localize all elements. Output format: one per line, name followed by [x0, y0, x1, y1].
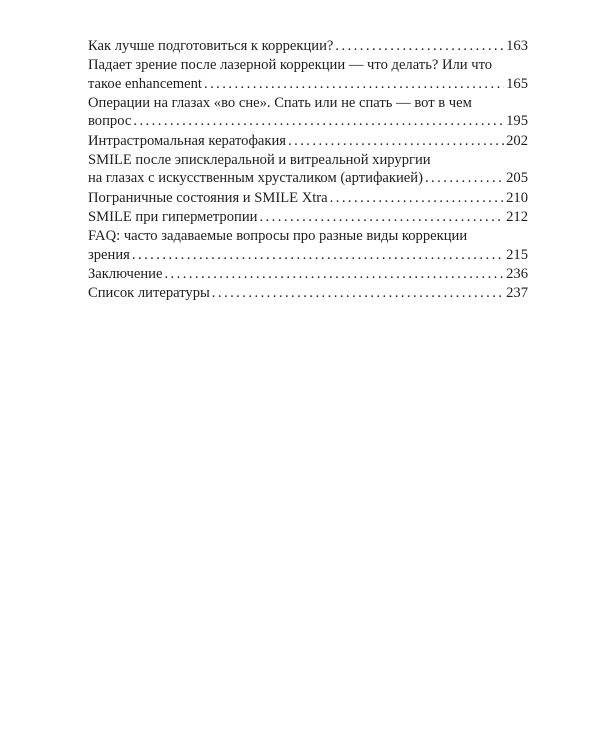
toc-entry — [88, 265, 528, 283]
toc-page-number: 237 — [506, 285, 528, 302]
toc-entry — [88, 132, 528, 150]
toc-entry-title: SMILE после эписклеральной и витреальной хирургии — [88, 151, 431, 168]
dot-leader — [132, 246, 504, 264]
toc-entry-last-line — [88, 265, 528, 283]
toc-entry-title: Операции на глазах «во сне». Спать или не спать — вот в чем — [88, 94, 472, 111]
toc-entry-line — [88, 94, 528, 112]
toc-page-number: 236 — [506, 265, 528, 282]
dot-leader — [133, 112, 504, 130]
toc-page-number: 195 — [506, 113, 528, 130]
toc-entry-last-line — [88, 132, 528, 150]
dot-leader — [212, 284, 504, 302]
toc-entry-title: Заключение — [88, 265, 163, 282]
toc-entry — [88, 208, 528, 226]
dot-leader — [288, 132, 504, 150]
toc-entry-last-line — [88, 75, 528, 93]
toc-entry-title: SMILE при гиперметропии — [88, 208, 258, 225]
toc-page-number: 165 — [506, 75, 528, 92]
toc-page-number: 202 — [506, 132, 528, 149]
dot-leader — [330, 189, 504, 207]
toc-entry-line — [88, 151, 528, 169]
toc-page-number: 212 — [506, 208, 528, 225]
toc-entry-title: такое enhancement — [88, 75, 202, 92]
toc-entry-title: Падает зрение после лазерной коррекции — что делать? Или что — [88, 57, 493, 74]
toc-entry — [88, 56, 528, 92]
toc-entry-last-line — [88, 284, 528, 302]
toc-entry-last-line — [88, 246, 528, 264]
toc-entry-line — [88, 227, 528, 245]
toc-entry-title: на глазах с искусственным хрусталиком (артифакией) — [88, 170, 423, 187]
toc-entry — [88, 227, 528, 263]
toc-page-number: 215 — [506, 246, 528, 263]
toc-entry — [88, 94, 528, 130]
dot-leader — [335, 37, 504, 55]
toc-entry — [88, 189, 528, 207]
dot-leader — [425, 169, 504, 187]
toc-entry-last-line — [88, 189, 528, 207]
toc-entry-title: Как лучше подготовиться к коррекции? — [88, 38, 334, 54]
toc-page-number: 163 — [506, 38, 528, 54]
dot-leader — [259, 208, 504, 226]
dot-leader — [164, 265, 504, 283]
toc-entry — [88, 37, 528, 55]
toc-entry-last-line — [88, 208, 528, 226]
toc-entry-title: Список литературы — [88, 285, 210, 302]
toc-entry-title: вопрос — [88, 113, 132, 130]
toc-entry-line — [88, 56, 528, 74]
toc-entry-last-line — [88, 169, 528, 187]
toc-entry-title: Интрастромальная кератофакия — [88, 132, 286, 149]
toc-entry-title: FAQ: часто задаваемые вопросы про разные виды коррекции — [88, 228, 468, 245]
dot-leader — [204, 75, 504, 93]
toc-page-number: 210 — [506, 189, 528, 206]
toc-entry — [88, 284, 528, 302]
toc-entry-title: Пограничные состояния и SMILE Xtra — [88, 189, 328, 206]
toc-entry — [88, 151, 528, 187]
table-of-contents — [88, 37, 528, 304]
toc-page-number: 205 — [506, 170, 528, 187]
toc-entry-title: зрения — [88, 246, 130, 263]
toc-entry-last-line — [88, 112, 528, 130]
toc-entry-last-line — [88, 37, 528, 55]
